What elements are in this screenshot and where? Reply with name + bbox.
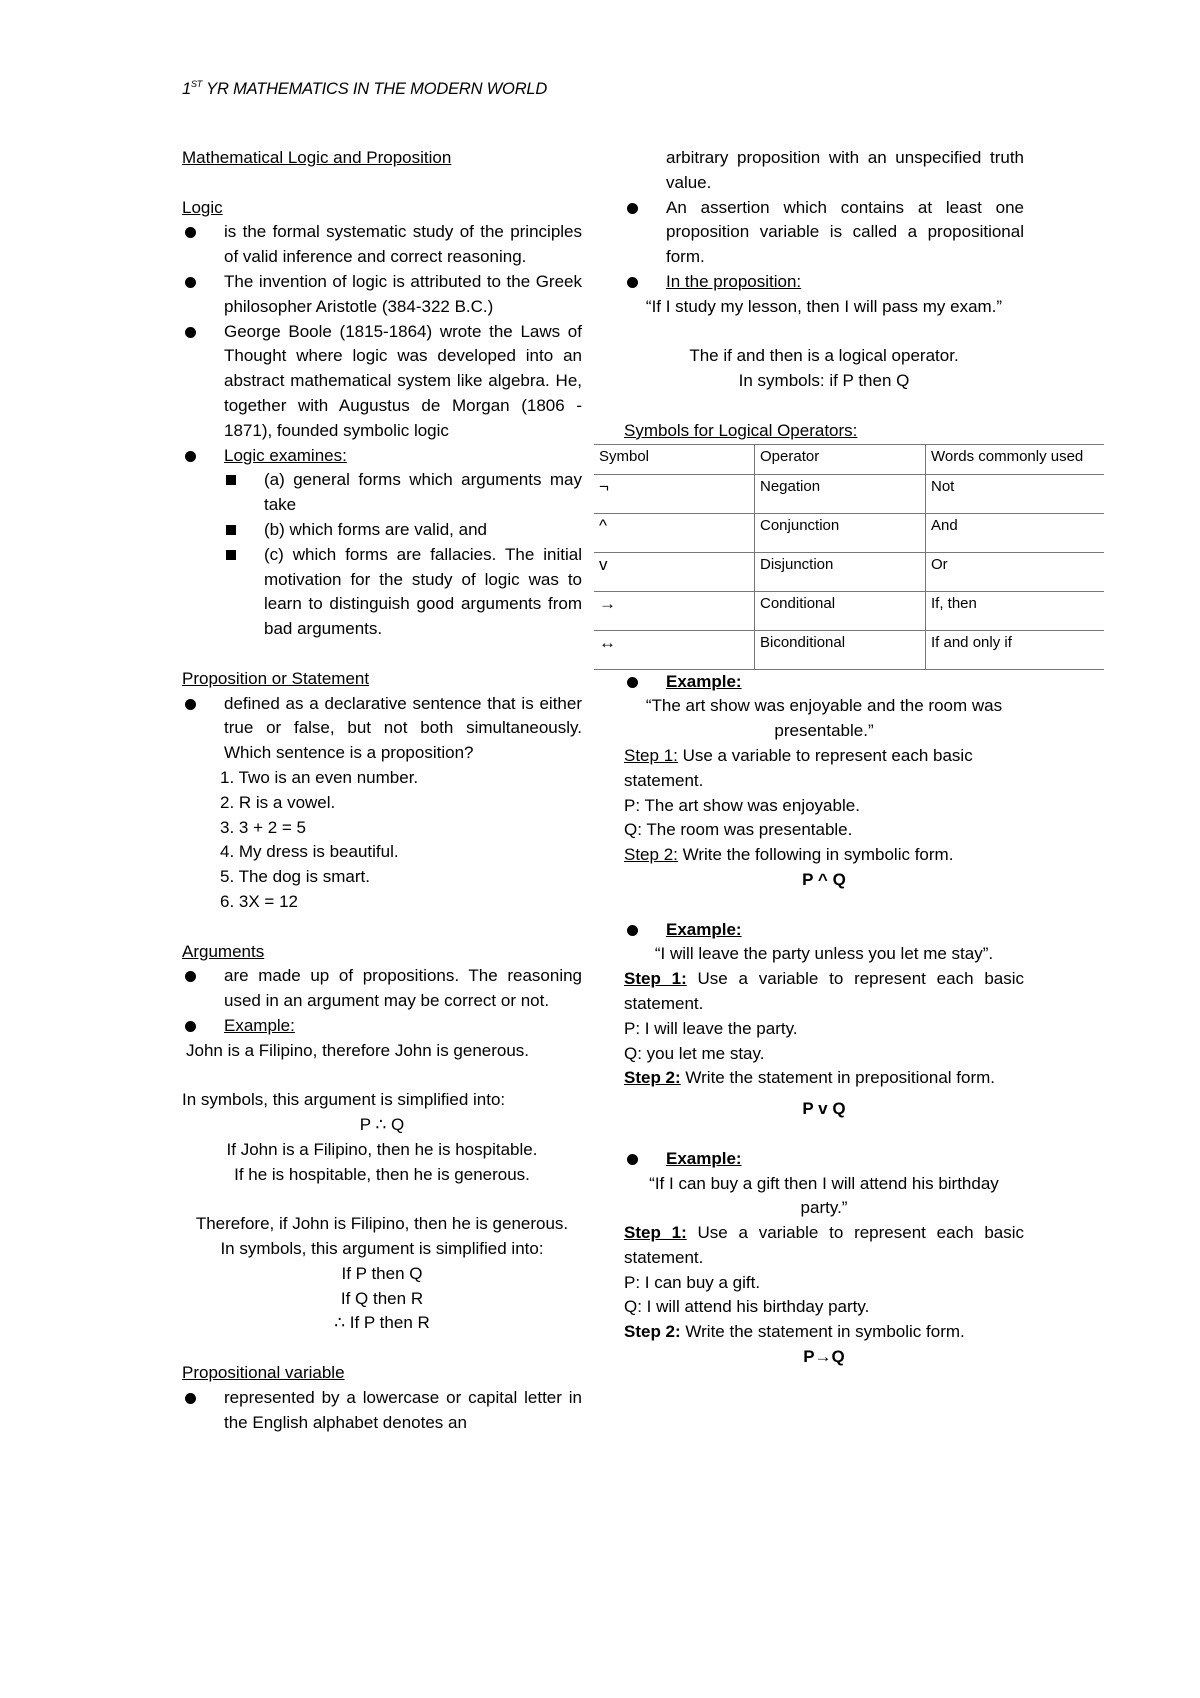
- example-3: [624, 1147, 1024, 1172]
- list-item: George Boole (1815-1864) wrote the Laws of Thought where logic was developed into an abstract mathematical system like algebra. He, together with Augustus de Morgan (1806 - 1871), founded symbolic logic: [182, 320, 582, 444]
- arguments-bullets: [182, 964, 582, 1038]
- list-item: 5. The dog is smart.: [220, 867, 370, 887]
- variable-p: P: I can buy a gift.: [624, 1272, 761, 1292]
- list-item: are made up of propositions. The reasoning used in an argument may be correct or not.: [182, 964, 582, 1014]
- table-cell: Conjunction: [755, 513, 926, 552]
- step-label: Step 2:: [624, 1068, 681, 1088]
- step-text: Write the statement in prepositional form.: [680, 1068, 996, 1088]
- in-proposition-label: In the proposition:: [666, 271, 802, 291]
- list-item: [182, 1014, 582, 1039]
- list-item: (a) general forms which arguments may take: [224, 468, 582, 518]
- list-item: 6. 3X = 12: [220, 891, 298, 911]
- table-cell: Conditional: [755, 591, 926, 630]
- variable-p: P: The art show was enjoyable.: [624, 795, 860, 815]
- example-quote: “I will leave the party unless you let me stay”.: [654, 944, 994, 964]
- table-row: [594, 630, 1104, 669]
- symbolic-form: P ∴ Q: [359, 1115, 405, 1135]
- variable-q: Q: you let me stay.: [624, 1043, 765, 1063]
- symbols-intro: In symbols, this argument is simplified into:: [220, 1239, 544, 1259]
- list-item: defined as a declarative sentence that is either true or false, but not both simultaneously. Which sentence is a proposition?: [182, 692, 582, 766]
- list-item: is the formal systematic study of the principles of valid inference and correct reasoning.: [182, 220, 582, 270]
- column-header: Operator: [755, 444, 926, 474]
- table-cell: And: [926, 513, 1105, 552]
- step-label: Step 1:: [624, 969, 687, 989]
- table-cell: ^: [594, 513, 755, 552]
- table-cell: Biconditional: [755, 630, 926, 669]
- column-header: Words commonly used: [926, 444, 1105, 474]
- list-item: [182, 444, 582, 469]
- list-item: 1. Two is an even number.: [220, 767, 419, 787]
- example-2: [624, 918, 1024, 943]
- variable-continuation: arbitrary proposition with an unspecified truth value.: [666, 148, 1024, 192]
- table-title: Symbols for Logical Operators:: [624, 420, 858, 440]
- example-1: [624, 670, 1024, 695]
- operator-line: The if and then is a logical operator.: [689, 346, 959, 366]
- section-title: Mathematical Logic and Proposition: [182, 148, 452, 167]
- table-row: [594, 552, 1104, 591]
- step-label: Step 2:: [624, 845, 678, 865]
- symbolic-line: If P then Q: [341, 1263, 423, 1283]
- symbolic-line: ∴ If P then R: [334, 1313, 430, 1333]
- table-cell: If, then: [926, 591, 1105, 630]
- right-bullets: [624, 196, 1024, 295]
- table-row: [594, 591, 1104, 630]
- proposition-heading: Proposition or Statement: [182, 668, 370, 688]
- symbolic-line: If Q then R: [340, 1288, 424, 1308]
- table-cell: →: [594, 591, 755, 630]
- step-label: Step 1:: [624, 745, 678, 765]
- table-cell: If and only if: [926, 630, 1105, 669]
- symbolic-result: P ^ Q: [802, 869, 846, 889]
- example-quote: “If I can buy a gift then I will attend his birthday party.”: [649, 1173, 999, 1218]
- arguments-heading: Arguments: [182, 941, 265, 961]
- variable-heading: Propositional variable: [182, 1363, 345, 1383]
- table-cell: Negation: [755, 474, 926, 513]
- step-text: Use a variable to represent each basic statement.: [624, 1223, 1025, 1267]
- conclusion-line: Therefore, if John is Filipino, then he is generous.: [195, 1214, 569, 1234]
- list-item: (b) which forms are valid, and: [224, 518, 582, 543]
- examines-list: [182, 468, 582, 642]
- variable-q: Q: The room was presentable.: [624, 820, 853, 840]
- premise-line: If he is hospitable, then he is generous.: [234, 1164, 530, 1184]
- step-label: Step 2:: [624, 1322, 681, 1342]
- table-cell: ¬: [594, 474, 755, 513]
- step-text: Use a variable to represent each basic statement.: [624, 969, 1025, 1013]
- left-column: [182, 146, 582, 1435]
- logic-heading: Logic: [182, 197, 223, 217]
- list-item: An assertion which contains at least one proposition variable is called a propositional form.: [624, 196, 1024, 270]
- proposition-quote: “If I study my lesson, then I will pass my exam.”: [645, 296, 1003, 316]
- table-cell: Not: [926, 474, 1105, 513]
- table-row: [594, 474, 1104, 513]
- page-header: 1ST YR MATHEMATICS IN THE MODERN WORLD: [182, 79, 548, 98]
- logical-operators-table: [594, 444, 1104, 670]
- symbols-intro: In symbols, this argument is simplified into:: [182, 1090, 506, 1110]
- table-header-row: [594, 444, 1104, 474]
- list-item: (c) which forms are fallacies. The initial motivation for the study of logic was to learn to distinguish good arguments from bad arguments.: [224, 543, 582, 642]
- example-label: Example:: [666, 1148, 742, 1168]
- step-label: Step 1:: [624, 1223, 687, 1243]
- table-cell: v: [594, 552, 755, 591]
- list-item: [624, 270, 1024, 295]
- list-item: represented by a lowercase or capital letter in the English alphabet denotes an: [182, 1386, 582, 1436]
- example-label: Example:: [224, 1015, 295, 1035]
- step-text: Write the statement in symbolic form.: [680, 1322, 965, 1342]
- logic-bullets: [182, 220, 582, 468]
- proposition-examples: [182, 766, 582, 915]
- variable-bullets: [182, 1386, 582, 1436]
- right-column: [599, 146, 1084, 1370]
- symbolic-result: P→Q: [803, 1347, 845, 1367]
- list-item: 3. 3 + 2 = 5: [220, 817, 307, 837]
- variable-p: P: I will leave the party.: [624, 1018, 798, 1038]
- argument-example-text: John is a Filipino, therefore John is generous.: [186, 1040, 530, 1060]
- table-cell: Or: [926, 552, 1105, 591]
- list-item: [624, 670, 1024, 695]
- column-header: Symbol: [594, 444, 755, 474]
- table-cell: Disjunction: [755, 552, 926, 591]
- list-item: [624, 918, 1024, 943]
- example-label: Example:: [666, 671, 742, 691]
- symbols-line: In symbols: if P then Q: [738, 371, 910, 391]
- table-cell: ↔: [594, 630, 755, 669]
- list-item: The invention of logic is attributed to the Greek philosopher Aristotle (384-322 B.C.): [182, 270, 582, 320]
- step-text: Use a variable to represent each basic statement.: [624, 745, 973, 790]
- logic-examines-label: Logic examines:: [224, 445, 347, 465]
- proposition-bullets: [182, 692, 582, 766]
- table-row: [594, 513, 1104, 552]
- example-label: Example:: [666, 919, 742, 939]
- example-quote: “The art show was enjoyable and the room was presentable.”: [645, 696, 1003, 741]
- symbolic-result: P v Q: [802, 1099, 846, 1119]
- premise-line: If John is a Filipino, then he is hospitable.: [226, 1139, 538, 1159]
- list-item: [624, 1147, 1024, 1172]
- list-item: 4. My dress is beautiful.: [220, 842, 399, 862]
- step-text: Write the following in symbolic form.: [677, 845, 954, 865]
- list-item: 2. R is a vowel.: [220, 792, 336, 812]
- variable-q: Q: I will attend his birthday party.: [624, 1297, 870, 1317]
